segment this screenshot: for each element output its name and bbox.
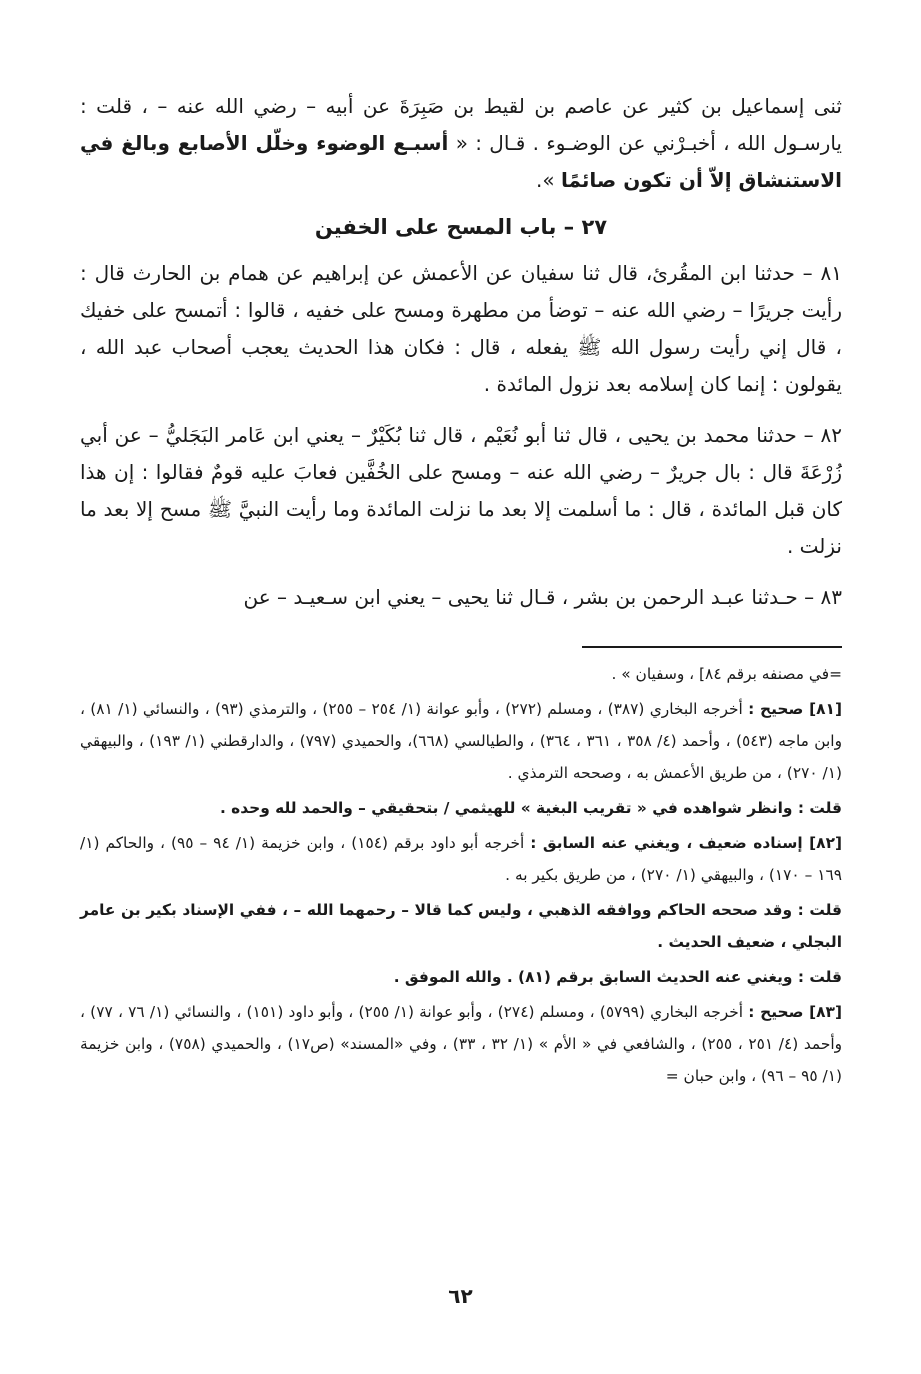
hadith-83: ٨٣ – حـدثنا عبـد الرحمن بن بشر ، قـال ثنا يحيى – يعني ابن سـعيـد – عن (243, 585, 842, 609)
footnotes (80, 658, 842, 1092)
main-text (80, 88, 842, 616)
footnote-82 (80, 827, 842, 891)
footnote-divider (582, 646, 842, 648)
hadith-quote: أسبـع الوضوء وخلّل الأصابع وبالغ في الاستنشاق إلاّ أن تكون صائمًا (80, 131, 842, 192)
footnote-82-label: [٨٢] إسناده ضعيف ، ويغني عنه السابق : (530, 834, 843, 852)
footnote-carryover: =في مصنفه برقم ٨٤] ، وسفيان » . (611, 665, 842, 683)
page-number: ٦٢ (448, 1284, 473, 1308)
footnote-82-text: أخرجه أبو داود برقم (١٥٤) ، وابن خزيمة (١/ ٩٤ – ٩٥) ، والحاكم (١/ ١٦٩ – ١٧٠) ، والبيهقي (١/ ٢٧٠) ، من طريق بكير به . (80, 834, 842, 884)
continuation-text: ثنى إسماعيل بن كثير عن عاصم بن لقيط بن صَبِرَةَ عن أبيه – رضي الله عنه – ، قلت : يارسـول الله ، أخبـرْني عن الوضـوء . قـال : « (80, 94, 842, 155)
hadith-81: ٨١ – حدثنا ابن المقُرئ، قال ثنا سفيان عن الأعمش عن إبراهيم عن همام بن الحارث قال : رأيت جريرًا – رضي الله عنه – توضأ من مطهرة ومسح على خفيه ، قالوا : أتمسح على خفيك ، قال إني رأيت رسول الله ﷺ يفعله ، قال : فكان هذا الحديث يعجب أصحاب عبد الله ، يقولون : إنما كان إسلامه بعد نزول المائدة . (80, 261, 842, 396)
footnote-81-remark: قلت : وانظر شواهده في « تقريب البغية » للهيثمي / بتحقيقي – والحمد لله وحده . (219, 799, 842, 817)
book-page (80, 88, 842, 1095)
chapter-title: ٢٧ – باب المسح على الخفين (314, 215, 608, 239)
footnote-83-text: أخرجه البخاري (٥٧٩٩) ، ومسلم (٢٧٤) ، وأبو عوانة (١/ ٢٥٥) ، وأبو داود (١٥١) ، والنسائي (١/ ٧٦ ، ٧٧) ، وأحمد (٤/ ٢٥١ ، ٢٥٥) ، والشافعي في « الأم » (١/ ٣٢ ، ٣٣) ، وفي «المسند» (ص١٧) ، والحميدي (٧٥٨) ، وابن خزيمة (١/ ٩٥ – ٩٦) ، وابن حبان = (80, 1003, 843, 1085)
hadith-82: ٨٢ – حدثنا محمد بن يحيى ، قال ثنا أبو نُعَيْم ، قال ثنا بُكَيْرٌ – يعني ابن عَامر البَجَليُّ – عن أبي زُرْعَةَ قال : بال جريرٌ – رضي الله عنه – ومسح على الخُفَّين فعابَ عليه قومٌ فقالوا : إن هذا كان قبل المائدة ، قال : ما أسلمت إلا بعد ما نزلت المائدة وما رأيت النبيَّ ﷺ مسح إلا بعد ما نزلت . (80, 423, 842, 558)
continuation-paragraph (80, 88, 842, 199)
footnote-81 (80, 693, 842, 789)
footnote-81-text: أخرجه البخاري (٣٨٧) ، ومسلم (٢٧٢) ، وأبو عوانة (١/ ٢٥٤ – ٢٥٥) ، والترمذي (٩٣) ، والنسائي (١/ ٨١) ، وابن ماجه (٥٤٣) ، وأحمد (٤/ ٣٥٨ ، ٣٦١ ، ٣٦٤) ، والطيالسي (٦٦٨)، والحميدي (٧٩٧) ، والدارقطني (١/ ١٩٣) ، والبيهقي (١/ ٢٧٠) ، من طريق الأعمش به ، وصححه الترمذي . (80, 700, 843, 782)
footnote-81-label: [٨١] صحيح : (748, 700, 842, 718)
footnote-82-remark-1: قلت : وقد صححه الحاكم ووافقه الذهبي ، وليس كما قالا – رحمهما الله – ، ففي الإسناد بكير بن عامر البجلي ، ضعيف الحديث . (80, 901, 842, 951)
footnote-82-remark-2: قلت : ويغني عنه الحديث السابق برقم (٨١) . والله الموفق . (393, 968, 842, 986)
footnote-83 (80, 996, 842, 1092)
continuation-end: ». (536, 168, 561, 192)
footnote-83-label: [٨٣] صحيح : (748, 1003, 842, 1021)
